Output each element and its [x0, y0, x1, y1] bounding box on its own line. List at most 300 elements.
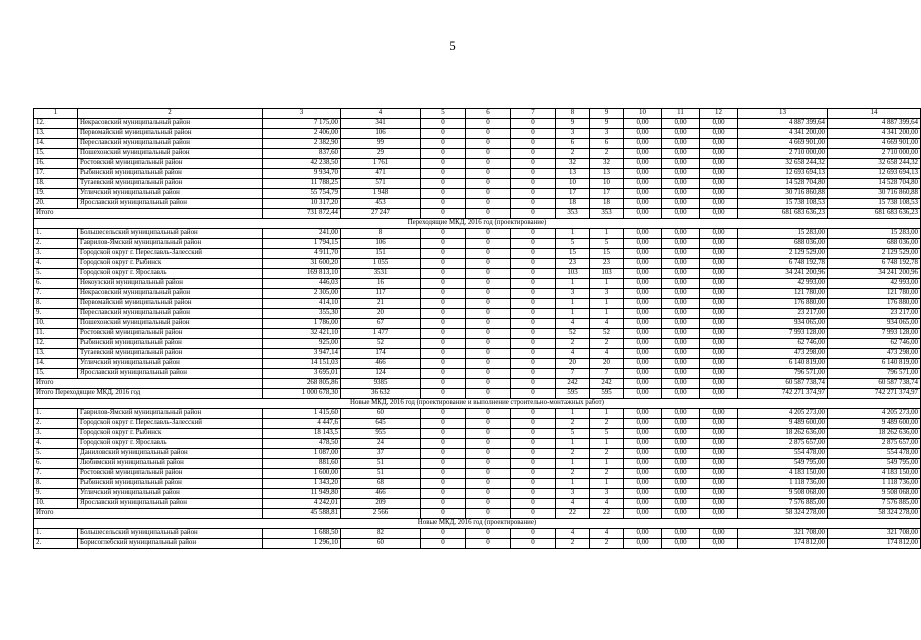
- table-cell: 7 993 128,00: [828, 329, 921, 339]
- table-cell: 0,00: [624, 189, 662, 199]
- table-cell: 0,00: [662, 249, 700, 259]
- total-cell: 0: [421, 379, 466, 389]
- table-cell: 0: [511, 429, 556, 439]
- table-cell: 0: [466, 369, 511, 379]
- table-cell: 0: [511, 149, 556, 159]
- header-cell: 11: [662, 109, 700, 119]
- table-row: [34, 459, 921, 469]
- table-cell: 0,00: [662, 479, 700, 489]
- table-cell: 4 887 399,64: [738, 119, 828, 129]
- table-cell: 1: [590, 299, 624, 309]
- table-cell: 174: [341, 349, 421, 359]
- table-cell: 0: [466, 179, 511, 189]
- table-cell: 2: [556, 149, 590, 159]
- total-cell: 681 683 636,23: [828, 209, 921, 219]
- table-cell: 1.: [34, 409, 78, 419]
- table-cell: 82: [341, 529, 421, 539]
- table-cell: 0: [421, 409, 466, 419]
- table-cell: 11 788,25: [263, 179, 341, 189]
- table-cell: 15 283,00: [828, 229, 921, 239]
- table-cell: 19.: [34, 189, 78, 199]
- table-cell: 0: [466, 139, 511, 149]
- table-cell: 0,00: [662, 229, 700, 239]
- table-cell: 0,00: [662, 539, 700, 549]
- table-cell: 16.: [34, 159, 78, 169]
- table-cell: 6.: [34, 279, 78, 289]
- table-cell: 11 949,80: [263, 489, 341, 499]
- table-cell: 10.: [34, 319, 78, 329]
- table-cell: Борисоглебский муниципальный район: [78, 539, 263, 549]
- table-cell: 15: [590, 249, 624, 259]
- table-row: [34, 529, 921, 539]
- table-cell: 0,00: [662, 149, 700, 159]
- table-cell: 0: [511, 359, 556, 369]
- table-row: [34, 259, 921, 269]
- table-cell: 23: [556, 259, 590, 269]
- table-cell: 925,00: [263, 339, 341, 349]
- table-cell: 0: [421, 269, 466, 279]
- table-cell: Угличский муниципальный район: [78, 359, 263, 369]
- table-cell: 2 129 529,00: [738, 249, 828, 259]
- table-cell: 2: [556, 539, 590, 549]
- table-cell: 3: [556, 489, 590, 499]
- table-cell: 0: [511, 279, 556, 289]
- total-cell: 242: [590, 379, 624, 389]
- table-cell: 32: [556, 159, 590, 169]
- total-cell: 1 000 678,30: [263, 389, 341, 399]
- table-cell: 466: [341, 359, 421, 369]
- table-cell: Большесельский муниципальный район: [78, 229, 263, 239]
- table-cell: 12.: [34, 339, 78, 349]
- table-cell: 0: [511, 249, 556, 259]
- section-heading-row: [34, 399, 921, 409]
- table-cell: 2 129 529,00: [828, 249, 921, 259]
- table-cell: 2: [590, 469, 624, 479]
- table-cell: 4: [590, 499, 624, 509]
- table-cell: 0,00: [624, 289, 662, 299]
- table-cell: 0,00: [624, 349, 662, 359]
- table-cell: 0: [421, 309, 466, 319]
- table-cell: 0,00: [662, 119, 700, 129]
- table-cell: 0: [511, 419, 556, 429]
- table-cell: 4.: [34, 259, 78, 269]
- table-cell: 13.: [34, 349, 78, 359]
- table-cell: 0: [466, 149, 511, 159]
- total-cell: 9385: [341, 379, 421, 389]
- table-cell: 0,00: [700, 339, 738, 349]
- table-header-row: [34, 109, 921, 119]
- header-cell: 13: [738, 109, 828, 119]
- total-label: Итого: [34, 379, 263, 389]
- table-cell: 473 298,00: [828, 349, 921, 359]
- table-cell: 0: [421, 499, 466, 509]
- table-cell: 1 948: [341, 189, 421, 199]
- table-cell: 0,00: [700, 119, 738, 129]
- table-cell: 0: [466, 239, 511, 249]
- table-row: [34, 479, 921, 489]
- table-cell: Тутаевский муниципальный район: [78, 349, 263, 359]
- table-cell: 1.: [34, 529, 78, 539]
- table-cell: 103: [590, 269, 624, 279]
- table-cell: 0: [421, 189, 466, 199]
- table-cell: 0: [466, 499, 511, 509]
- total-cell: 742 271 374,97: [738, 389, 828, 399]
- table-cell: 0: [511, 329, 556, 339]
- table-row: [34, 139, 921, 149]
- table-cell: 0,00: [700, 259, 738, 269]
- total-cell: 0: [421, 209, 466, 219]
- table-cell: 2: [556, 419, 590, 429]
- table-cell: 9.: [34, 309, 78, 319]
- table-row: [34, 319, 921, 329]
- table-cell: 5.: [34, 269, 78, 279]
- table-cell: Ярославский муниципальный район: [78, 199, 263, 209]
- table-cell: 0,00: [700, 349, 738, 359]
- table-cell: 103: [556, 269, 590, 279]
- table-cell: 9 508 068,00: [738, 489, 828, 499]
- table-cell: 151: [341, 249, 421, 259]
- table-cell: 0,00: [662, 129, 700, 139]
- table-cell: 446,03: [263, 279, 341, 289]
- table-cell: 2 406,00: [263, 129, 341, 139]
- table-cell: Пошехонский муниципальный район: [78, 149, 263, 159]
- table-cell: 18: [590, 199, 624, 209]
- table-cell: 4: [556, 529, 590, 539]
- header-cell: 6: [466, 109, 511, 119]
- table-cell: 0: [511, 129, 556, 139]
- table-cell: 52: [590, 329, 624, 339]
- table-cell: 20: [556, 359, 590, 369]
- total-cell: 0,00: [700, 389, 738, 399]
- table-row: [34, 299, 921, 309]
- table-cell: 0: [421, 289, 466, 299]
- table-cell: 14.: [34, 139, 78, 149]
- table-cell: 17: [556, 189, 590, 199]
- table-cell: 0,00: [700, 229, 738, 239]
- total-cell: 0: [421, 389, 466, 399]
- table-cell: 3: [556, 129, 590, 139]
- total-cell: 60 587 738,74: [828, 379, 921, 389]
- table-cell: 52: [341, 339, 421, 349]
- table-cell: 0: [511, 489, 556, 499]
- table-cell: 1: [590, 479, 624, 489]
- total-label: Итого: [34, 209, 263, 219]
- table-cell: 0,00: [700, 359, 738, 369]
- table-cell: 209: [341, 499, 421, 509]
- table-cell: 67: [341, 319, 421, 329]
- table-cell: 5: [556, 239, 590, 249]
- table-cell: 0,00: [662, 279, 700, 289]
- table-cell: 0,00: [662, 189, 700, 199]
- table-cell: 42 993,00: [828, 279, 921, 289]
- header-cell: 1: [34, 109, 78, 119]
- total-cell: 0,00: [624, 389, 662, 399]
- table-row: [34, 169, 921, 179]
- table-cell: 7 175,00: [263, 119, 341, 129]
- table-cell: 17.: [34, 169, 78, 179]
- table-cell: 0: [511, 539, 556, 549]
- table-cell: 20: [341, 309, 421, 319]
- table-cell: 0,00: [700, 459, 738, 469]
- table-row: [34, 309, 921, 319]
- table-cell: 0,00: [662, 489, 700, 499]
- table-cell: 2: [590, 149, 624, 159]
- table-cell: 2 875 657,00: [738, 439, 828, 449]
- table-cell: 0,00: [624, 249, 662, 259]
- table-cell: 0: [421, 459, 466, 469]
- table-cell: 5: [556, 429, 590, 439]
- table-cell: 1: [556, 229, 590, 239]
- table-cell: 0,00: [700, 139, 738, 149]
- table-cell: Первомайский муниципальный район: [78, 129, 263, 139]
- table-cell: 21: [341, 299, 421, 309]
- table-row: [34, 439, 921, 449]
- table-cell: 14 151,03: [263, 359, 341, 369]
- table-cell: 0: [511, 269, 556, 279]
- table-cell: 414,10: [263, 299, 341, 309]
- table-cell: 32 658 244,32: [738, 159, 828, 169]
- table-cell: 55 754,79: [263, 189, 341, 199]
- table-cell: 341: [341, 119, 421, 129]
- table-cell: 9 934,70: [263, 169, 341, 179]
- table-cell: 1 118 736,00: [828, 479, 921, 489]
- table-cell: 3: [590, 489, 624, 499]
- table-cell: 0: [466, 459, 511, 469]
- table-cell: 121 780,00: [828, 289, 921, 299]
- table-cell: 0,00: [700, 479, 738, 489]
- table-cell: 99: [341, 139, 421, 149]
- table-cell: 174 812,00: [738, 539, 828, 549]
- table-cell: 0: [466, 289, 511, 299]
- table-cell: 321 708,00: [738, 529, 828, 539]
- header-cell: 2: [78, 109, 263, 119]
- table-cell: 0: [466, 249, 511, 259]
- table-row: [34, 269, 921, 279]
- table-cell: 1 600,00: [263, 469, 341, 479]
- table-cell: 0: [466, 479, 511, 489]
- total-cell: 0: [511, 509, 556, 519]
- table-cell: 42 238,50: [263, 159, 341, 169]
- table-cell: 14 528 704,80: [828, 179, 921, 189]
- table-cell: Ярославский муниципальный район: [78, 369, 263, 379]
- table-row: [34, 329, 921, 339]
- table-cell: 174 812,00: [828, 539, 921, 549]
- table-cell: 7 993 128,00: [738, 329, 828, 339]
- table-cell: 7 576 885,00: [738, 499, 828, 509]
- table-cell: 6: [590, 139, 624, 149]
- total-row: [34, 509, 921, 519]
- table-cell: 0: [511, 239, 556, 249]
- table-cell: 0,00: [662, 239, 700, 249]
- total-cell: 0: [511, 379, 556, 389]
- table-cell: 5: [590, 429, 624, 439]
- table-row: [34, 239, 921, 249]
- table-cell: 0,00: [700, 429, 738, 439]
- table-cell: 0,00: [624, 529, 662, 539]
- table-row: [34, 249, 921, 259]
- table-cell: 0,00: [662, 409, 700, 419]
- table-row: [34, 199, 921, 209]
- table-cell: 0: [511, 159, 556, 169]
- table-row: [34, 159, 921, 169]
- table-cell: 37: [341, 449, 421, 459]
- table-cell: 1: [556, 279, 590, 289]
- table-cell: 0: [466, 309, 511, 319]
- table-cell: 176 880,00: [738, 299, 828, 309]
- table-cell: 1: [590, 439, 624, 449]
- total-cell: 681 683 636,23: [738, 209, 828, 219]
- table-cell: 0: [421, 259, 466, 269]
- table-cell: 0,00: [624, 149, 662, 159]
- table-cell: 0: [511, 229, 556, 239]
- section-heading: Переходящие МКД, 2016 год (проектирование): [34, 219, 921, 229]
- table-cell: 4: [590, 529, 624, 539]
- table-cell: 0: [421, 179, 466, 189]
- table-cell: Ростовский муниципальный район: [78, 159, 263, 169]
- table-cell: 796 571,00: [738, 369, 828, 379]
- table-cell: 0: [466, 419, 511, 429]
- table-cell: 571: [341, 179, 421, 189]
- table-cell: 0,00: [662, 259, 700, 269]
- table-cell: 1 477: [341, 329, 421, 339]
- total-cell: 0,00: [662, 209, 700, 219]
- table-cell: 0,00: [700, 309, 738, 319]
- table-cell: 0: [466, 529, 511, 539]
- table-cell: 0: [511, 289, 556, 299]
- total-row: [34, 209, 921, 219]
- table-cell: 549 795,00: [828, 459, 921, 469]
- total-cell: 742 271 374,97: [828, 389, 921, 399]
- table-cell: 124: [341, 369, 421, 379]
- table-row: [34, 349, 921, 359]
- table-cell: 34 241 200,96: [738, 269, 828, 279]
- table-cell: 9 489 600,00: [738, 419, 828, 429]
- table-cell: 3: [556, 289, 590, 299]
- table-cell: Городской округ г. Переславль-Залесский: [78, 419, 263, 429]
- table-cell: Гаврилов-Ямский муниципальный район: [78, 409, 263, 419]
- table-cell: 0: [511, 439, 556, 449]
- total-cell: 22: [556, 509, 590, 519]
- table-cell: 0: [466, 129, 511, 139]
- table-cell: 0: [511, 189, 556, 199]
- header-cell: 14: [828, 109, 921, 119]
- table-cell: 4.: [34, 439, 78, 449]
- total-cell: 58 324 278,00: [828, 509, 921, 519]
- table-cell: 1: [590, 409, 624, 419]
- table-cell: 13.: [34, 129, 78, 139]
- table-cell: Любимский муниципальный район: [78, 459, 263, 469]
- table-cell: 549 795,00: [738, 459, 828, 469]
- table-cell: 1 761: [341, 159, 421, 169]
- table-cell: 0: [421, 429, 466, 439]
- table-cell: 0,00: [662, 499, 700, 509]
- table-cell: 4 183 150,00: [828, 469, 921, 479]
- table-cell: 688 036,00: [738, 239, 828, 249]
- table-cell: 0: [421, 369, 466, 379]
- table-cell: 32: [590, 159, 624, 169]
- table-cell: 121 780,00: [738, 289, 828, 299]
- table-cell: 4 341 200,00: [738, 129, 828, 139]
- table-cell: Рыбинский муниципальный район: [78, 479, 263, 489]
- total-cell: 353: [556, 209, 590, 219]
- table-cell: 0: [511, 259, 556, 269]
- table-cell: 6: [556, 139, 590, 149]
- table-cell: 0,00: [624, 479, 662, 489]
- table-cell: 0: [421, 349, 466, 359]
- table-cell: 2: [556, 469, 590, 479]
- total-cell: 0: [466, 209, 511, 219]
- table-cell: Некрасовский муниципальный район: [78, 289, 263, 299]
- table-cell: 15 738 108,53: [828, 199, 921, 209]
- table-cell: 1 296,10: [263, 539, 341, 549]
- table-cell: 0,00: [700, 319, 738, 329]
- table-cell: 0: [421, 299, 466, 309]
- table-cell: 0: [421, 139, 466, 149]
- table-cell: 0,00: [700, 439, 738, 449]
- table-cell: 18 262 636,00: [828, 429, 921, 439]
- table-cell: 0: [466, 199, 511, 209]
- table-cell: Городской округ г. Рыбинск: [78, 259, 263, 269]
- table-cell: 14 528 704,80: [738, 179, 828, 189]
- table-cell: 8: [341, 229, 421, 239]
- table-cell: 934 065,00: [828, 319, 921, 329]
- table-cell: 0,00: [662, 199, 700, 209]
- table-cell: 0: [511, 309, 556, 319]
- table-cell: 0,00: [624, 259, 662, 269]
- table-cell: 0: [511, 479, 556, 489]
- table-cell: 0,00: [624, 459, 662, 469]
- table-cell: 0,00: [624, 429, 662, 439]
- table-cell: 8.: [34, 479, 78, 489]
- total-cell: 58 324 278,00: [738, 509, 828, 519]
- table-cell: 2.: [34, 239, 78, 249]
- table-cell: 4: [556, 319, 590, 329]
- table-cell: 0,00: [662, 469, 700, 479]
- table-cell: 2: [590, 539, 624, 549]
- table-cell: Ростовский муниципальный район: [78, 469, 263, 479]
- table-cell: 0,00: [624, 359, 662, 369]
- table-cell: 1 118 736,00: [738, 479, 828, 489]
- table-cell: 0: [421, 279, 466, 289]
- table-row: [34, 489, 921, 499]
- table-body: [34, 109, 921, 549]
- total-row: [34, 379, 921, 389]
- table-cell: 20.: [34, 199, 78, 209]
- table-cell: 3531: [341, 269, 421, 279]
- table-row: [34, 359, 921, 369]
- table-cell: 10 317,20: [263, 199, 341, 209]
- table-cell: 0,00: [662, 529, 700, 539]
- table-cell: 645: [341, 419, 421, 429]
- header-cell: 10: [624, 109, 662, 119]
- table-cell: 9 489 600,00: [828, 419, 921, 429]
- table-cell: 0,00: [662, 169, 700, 179]
- total-cell: 2 566: [341, 509, 421, 519]
- table-cell: 30 716 860,88: [828, 189, 921, 199]
- total-cell: 353: [590, 209, 624, 219]
- table-cell: 51: [341, 469, 421, 479]
- table-cell: 0,00: [662, 439, 700, 449]
- table-cell: 0: [421, 539, 466, 549]
- table-cell: 0: [466, 329, 511, 339]
- table-cell: 4 669 901,00: [828, 139, 921, 149]
- table-cell: 453: [341, 199, 421, 209]
- table-cell: Тутаевский муниципальный район: [78, 179, 263, 189]
- table-cell: 18 262 636,00: [738, 429, 828, 439]
- table-cell: 7.: [34, 289, 78, 299]
- table-cell: 466: [341, 489, 421, 499]
- table-cell: 1: [590, 279, 624, 289]
